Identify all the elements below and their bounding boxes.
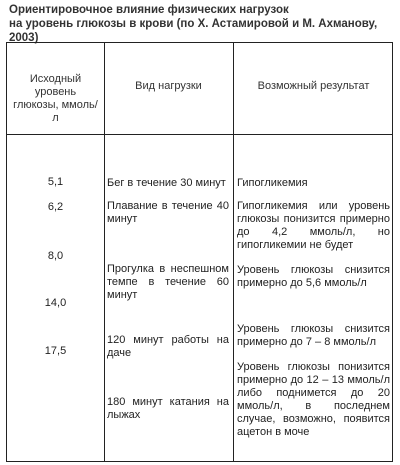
- load-cell: Бег в течение 30 минут: [107, 177, 226, 189]
- column-divider-2: [233, 43, 234, 461]
- header-divider: [7, 134, 392, 135]
- result-cell: Уровень глюкозы понизится примерно до 12 – 13 ммоль/л либо поднимется до 20 ммоль/л, в последнем случае, возможно, появится ацетон в моче: [237, 361, 390, 438]
- load-cell: Прогулка в неспешном темпе в течение 60 минут: [107, 263, 229, 301]
- title-line-1: Ориентировочное влияние физических нагрузок: [9, 4, 289, 16]
- table-title: [9, 3, 397, 45]
- result-cell: Гипогликемия: [237, 177, 308, 189]
- header-possible-result: Возможный результат: [257, 80, 370, 92]
- load-cell: 120 минут работы на даче: [107, 334, 229, 359]
- level-cell: 6,2: [47, 201, 64, 213]
- glucose-effects-table: [6, 42, 393, 462]
- level-cell: 8,0: [47, 250, 64, 262]
- column-divider-1: [104, 43, 105, 461]
- result-cell: Уровень глюкозы снизится примерно до 5,6 ммоль/л: [237, 264, 390, 289]
- load-cell: Плавание в течение 40 минут: [107, 200, 229, 225]
- title-line-2: на уровень глюкозы в крови (по Х. Астамировой и М. Ахманову, 2003): [9, 18, 378, 44]
- level-cell: 17,5: [44, 345, 67, 357]
- load-cell: 180 минут катания на лыжах: [107, 396, 229, 421]
- header-initial-glucose-level: Исходный уровень глюкозы, ммоль/л: [13, 73, 98, 124]
- header-load-type: Вид нагрузки: [135, 80, 202, 92]
- level-cell: 5,1: [47, 176, 64, 188]
- result-cell: Уровень глюкозы снизится примерно до 7 – 8 ммоль/л: [237, 323, 390, 348]
- level-cell: 14,0: [44, 297, 67, 309]
- result-cell: Гипогликемия или уровень глюкозы понизится примерно до 4,2 ммоль/л, но гипогликемии не будет: [237, 200, 390, 251]
